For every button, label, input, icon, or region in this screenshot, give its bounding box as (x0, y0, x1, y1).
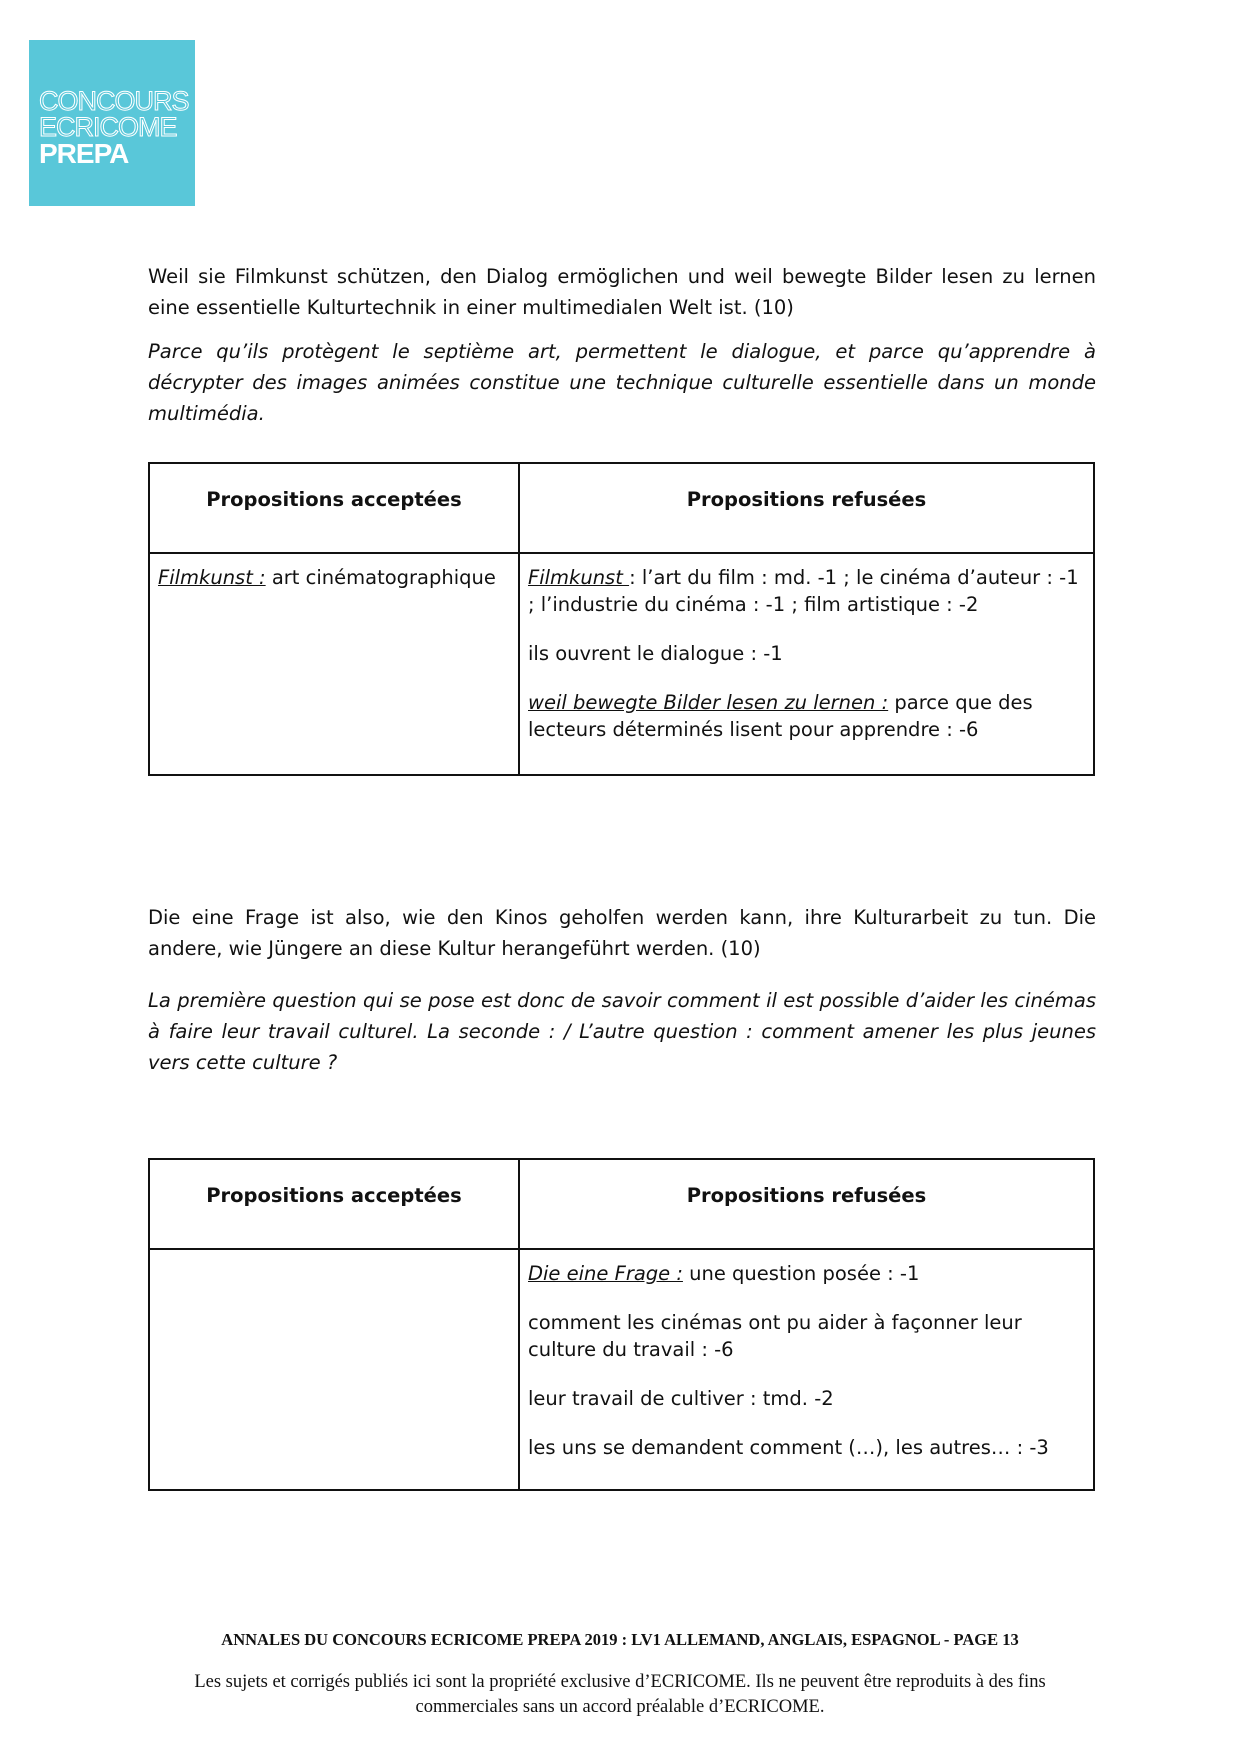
section2-header-accepted: Propositions acceptées (149, 1159, 519, 1249)
section2-refused-cell (519, 1249, 1094, 1490)
section2-table (148, 1158, 1095, 1491)
section2-refused-item: Die eine Frage : une question posée : -1 (528, 1262, 920, 1285)
section2-accepted-cell (149, 1249, 519, 1490)
section2-refused-item: leur travail de cultiver : tmd. -2 (528, 1387, 834, 1410)
section1-refused-cell (519, 553, 1094, 775)
section1-header-accepted: Propositions acceptées (149, 463, 519, 553)
section2-header-refused: Propositions refusées (519, 1159, 1094, 1249)
section1-refused-item: Filmkunst : l’art du film : md. -1 ; le cinéma d’auteur : -1 ; l’industrie du cinéma : -1 ; film artistique : -2 (528, 566, 1079, 616)
term: Die eine Frage : (528, 1262, 683, 1285)
section2-german-text: Die eine Frage ist also, wie den Kinos geholfen werden kann, ihre Kulturarbeit zu tun. Die andere, wie Jüngere an diese Kultur herangeführt werden. (10) (148, 906, 1096, 960)
term: Filmkunst : (158, 566, 266, 589)
section2-refused-item: comment les cinémas ont pu aider à façonner leur culture du travail : -6 (528, 1311, 1022, 1361)
logo-line-2: ECRICOME (39, 112, 177, 142)
term: weil bewegte Bilder lesen zu lernen : (528, 691, 889, 714)
section1-german-text: Weil sie Filmkunst schützen, den Dialog ermöglichen und weil bewegte Bilder lesen zu lernen eine essentielle Kulturtechnik in einer multimedialen Welt ist. (10) (148, 265, 1096, 319)
section1-table (148, 462, 1095, 776)
section1-header-refused: Propositions refusées (519, 463, 1094, 553)
term: Filmkunst (528, 566, 630, 589)
section1-accepted-item: Filmkunst : art cinématographique (158, 566, 496, 589)
footer-copyright-notice: Les sujets et corrigés publiés ici sont la propriété exclusive d’ECRICOME. Ils ne peuvent être reproduits à des fins commerciales sans un accord préalable d’ECRICOME. (194, 1672, 1046, 1717)
logo-line-1: CONCOURS (39, 86, 189, 116)
section1-accepted-cell (149, 553, 519, 775)
section1-french-translation: Parce qu’ils protègent le septième art, permettent le dialogue, et parce qu’apprendre à décrypter des images animées constitue une technique culturelle essentielle dans un monde multimédia. (148, 340, 1096, 425)
ecricome-logo (29, 40, 195, 206)
section1-refused-item: weil bewegte Bilder lesen zu lernen : parce que des lecteurs déterminés lisent pour apprendre : -6 (528, 691, 1033, 741)
section2-french-translation: La première question qui se pose est donc de savoir comment il est possible d’aider les cinémas à faire leur travail culturel. La seconde : / L’autre question : comment amener les plus jeunes vers cette culture ? (148, 989, 1096, 1074)
section2-refused-item: les uns se demandent comment (…), les autres… : -3 (528, 1436, 1049, 1459)
section1-refused-item: ils ouvrent le dialogue : -1 (528, 642, 783, 665)
footer-title: ANNALES DU CONCOURS ECRICOME PREPA 2019 : LV1 ALLEMAND, ANGLAIS, ESPAGNOL - PAGE 13 (221, 1630, 1019, 1649)
logo-line-3: PREPA (39, 138, 129, 169)
